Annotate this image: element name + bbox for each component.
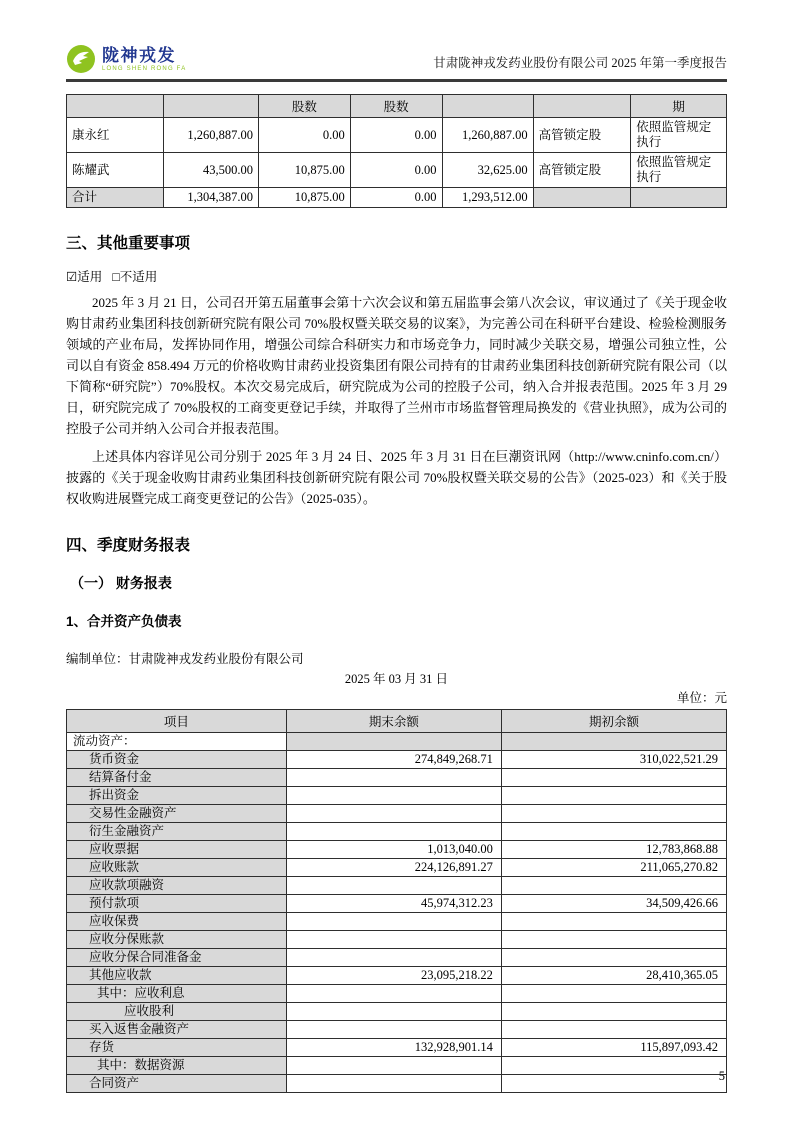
header-cell-beginning-balance: 期初余额 bbox=[501, 710, 726, 733]
ending-balance-cell bbox=[286, 877, 501, 895]
shares-cell: 1,260,887.00 bbox=[164, 118, 259, 153]
ending-balance-cell: 1,013,040.00 bbox=[286, 841, 501, 859]
line-item-cell: 其中：应收利息 bbox=[67, 985, 287, 1003]
line-item-cell: 其中：数据资源 bbox=[67, 1057, 287, 1075]
table-row bbox=[67, 751, 727, 769]
ending-balance-cell bbox=[286, 787, 501, 805]
table-row bbox=[67, 967, 727, 985]
lockup-shares-table bbox=[66, 94, 727, 208]
ending-balance-cell bbox=[286, 985, 501, 1003]
beginning-balance-cell bbox=[501, 787, 726, 805]
ending-balance-cell bbox=[286, 1057, 501, 1075]
beginning-balance-cell bbox=[501, 913, 726, 931]
table-row bbox=[67, 787, 727, 805]
header-cell: 期 bbox=[631, 95, 727, 118]
ending-balance-cell bbox=[286, 949, 501, 967]
brand-name-cn: 陇神戎发 bbox=[102, 45, 176, 65]
line-item-cell: 应收保费 bbox=[67, 913, 287, 931]
line-item-cell: 应收款项融资 bbox=[67, 877, 287, 895]
beginning-balance-cell bbox=[501, 1075, 726, 1093]
beginning-balance-cell bbox=[501, 877, 726, 895]
ending-balance-cell bbox=[286, 823, 501, 841]
table-row bbox=[67, 1057, 727, 1075]
line-item-cell: 流动资产： bbox=[67, 733, 287, 751]
shareholder-name-cell: 合计 bbox=[67, 188, 164, 208]
line-item-cell: 应收股利 bbox=[67, 1003, 287, 1021]
shares-cell: 0.00 bbox=[259, 118, 351, 153]
shares-cell: 10,875.00 bbox=[259, 153, 351, 188]
beginning-balance-cell bbox=[501, 985, 726, 1003]
company-logo bbox=[66, 44, 186, 74]
table-row bbox=[67, 859, 727, 877]
section-heading-quarterly-financial-statements: 四、季度财务报表 bbox=[66, 537, 191, 554]
shares-cell: 1,260,887.00 bbox=[442, 118, 533, 153]
prepared-by-line: 编制单位：甘肃陇神戎发药业股份有限公司 bbox=[66, 652, 304, 666]
shares-cell: 1,304,387.00 bbox=[164, 188, 259, 208]
beginning-balance-cell: 28,410,365.05 bbox=[501, 967, 726, 985]
table-row bbox=[67, 949, 727, 967]
table-row bbox=[67, 1075, 727, 1093]
line-item-cell: 衍生金融资产 bbox=[67, 823, 287, 841]
beginning-balance-cell bbox=[501, 769, 726, 787]
table-row bbox=[67, 153, 727, 188]
table-row bbox=[67, 188, 727, 208]
header-cell bbox=[164, 95, 259, 118]
table-header-row bbox=[67, 95, 727, 118]
table-row bbox=[67, 1003, 727, 1021]
lockup-reason-cell bbox=[631, 188, 727, 208]
subsection-heading-financial-statements: （一） 财务报表 bbox=[70, 575, 172, 591]
ending-balance-cell bbox=[286, 1003, 501, 1021]
line-item-cell: 拆出资金 bbox=[67, 787, 287, 805]
subsection-heading-consolidated-balance-sheet: 1、合并资产负债表 bbox=[66, 614, 182, 629]
balance-sheet-table bbox=[66, 709, 727, 1093]
header-cell-ending-balance: 期末余额 bbox=[286, 710, 501, 733]
beginning-balance-cell bbox=[501, 823, 726, 841]
beginning-balance-cell: 211,065,270.82 bbox=[501, 859, 726, 877]
ending-balance-cell: 23,095,218.22 bbox=[286, 967, 501, 985]
shares-cell: 10,875.00 bbox=[259, 188, 351, 208]
header-cell bbox=[533, 95, 631, 118]
table-row bbox=[67, 733, 727, 751]
ending-balance-cell bbox=[286, 1075, 501, 1093]
ending-balance-cell: 132,928,901.14 bbox=[286, 1039, 501, 1057]
page-number: 5 bbox=[718, 1069, 725, 1083]
header-cell: 股数 bbox=[259, 95, 351, 118]
shareholder-name-cell: 陈耀武 bbox=[67, 153, 164, 188]
lockup-reason-cell: 依照监管规定执行 bbox=[631, 153, 727, 188]
line-item-cell: 应收账款 bbox=[67, 859, 287, 877]
shareholder-name-cell: 康永红 bbox=[67, 118, 164, 153]
beginning-balance-cell bbox=[501, 1057, 726, 1075]
paragraph: 2025 年 3 月 21 日，公司召开第五届董事会第十六次会议和第五届监事会第八次会议，审议通过了《关于现金收购甘肃药业集团科技创新研究院有限公司 70%股权暨关联交易的议案》，为完善公司在科研平台建设、检验检测服务领域的产业布局，发挥协同作用，增强公司综合科研实力和市场竞争力，同时减少关联交易，增强公司独立性，公司以自有资金 858.494 万元的价格收购甘肃药业投资集团有限公司持有的甘肃药业集团科技创新研究院有限公司（以下简称“研究院”）70%股权。本次交易完成后，研究院成为公司的控股子公司，纳入合并报表范围。2025 年 3 月 29 日，研究院完成了 70%股权的工商变更登记手续，并取得了兰州市市场监督管理局换发的《营业执照》，成为公司的控股子公司并纳入公司合并报表范围。 bbox=[66, 295, 727, 436]
table-row bbox=[67, 985, 727, 1003]
header-cell bbox=[67, 95, 164, 118]
not-applicable-checkbox: □不适用 bbox=[112, 270, 158, 284]
ending-balance-cell bbox=[286, 769, 501, 787]
table-row bbox=[67, 877, 727, 895]
shares-cell: 0.00 bbox=[350, 188, 442, 208]
beginning-balance-cell: 12,783,868.88 bbox=[501, 841, 726, 859]
beginning-balance-cell bbox=[501, 949, 726, 967]
header-cell: 股数 bbox=[350, 95, 442, 118]
beginning-balance-cell bbox=[501, 931, 726, 949]
paragraph: 上述具体内容详见公司分别于 2025 年 3 月 24 日、2025 年 3 月 31 日在巨潮资讯网（http://www.cninfo.com.cn/）披露的《关于现金收购甘肃药业集团科技创新研究院有限公司 70%股权暨关联交易的公告》（2025-023）和《关于股权收购进展暨完成工商变更登记的公告》（2025-035）。 bbox=[66, 449, 727, 506]
table-row bbox=[67, 769, 727, 787]
beginning-balance-cell bbox=[501, 1003, 726, 1021]
ending-balance-cell: 45,974,312.23 bbox=[286, 895, 501, 913]
beginning-balance-cell: 34,509,426.66 bbox=[501, 895, 726, 913]
line-item-cell: 应收分保合同准备金 bbox=[67, 949, 287, 967]
shares-cell: 0.00 bbox=[350, 118, 442, 153]
table-header-row bbox=[67, 710, 727, 733]
page-header bbox=[66, 44, 727, 82]
line-item-cell: 预付款项 bbox=[67, 895, 287, 913]
ending-balance-cell bbox=[286, 931, 501, 949]
line-item-cell: 应收票据 bbox=[67, 841, 287, 859]
logo-icon bbox=[66, 44, 96, 74]
unit-label: 单位：元 bbox=[676, 691, 727, 705]
beginning-balance-cell bbox=[501, 1021, 726, 1039]
table-row bbox=[67, 805, 727, 823]
line-item-cell: 其他应收款 bbox=[67, 967, 287, 985]
beginning-balance-cell: 115,897,093.42 bbox=[501, 1039, 726, 1057]
ending-balance-cell bbox=[286, 1021, 501, 1039]
shares-cell: 32,625.00 bbox=[442, 153, 533, 188]
brand-text bbox=[102, 47, 186, 72]
line-item-cell: 合同资产 bbox=[67, 1075, 287, 1093]
ending-balance-cell bbox=[286, 805, 501, 823]
lockup-reason-cell: 依照监管规定执行 bbox=[631, 118, 727, 153]
applicable-checkbox: ☑适用 bbox=[66, 270, 103, 284]
line-item-cell: 结算备付金 bbox=[67, 769, 287, 787]
brand-name-en: LONG SHEN RONG FA bbox=[102, 65, 187, 72]
line-item-cell: 买入返售金融资产 bbox=[67, 1021, 287, 1039]
table-row bbox=[67, 1039, 727, 1057]
shares-cell: 0.00 bbox=[350, 153, 442, 188]
statement-date: 2025 年 03 月 31 日 bbox=[344, 672, 449, 686]
ending-balance-cell bbox=[286, 913, 501, 931]
ending-balance-cell bbox=[286, 733, 501, 751]
report-title: 甘肃陇神戎发药业股份有限公司 2025 年第一季度报告 bbox=[433, 56, 727, 70]
beginning-balance-cell: 310,022,521.29 bbox=[501, 751, 726, 769]
line-item-cell: 货币资金 bbox=[67, 751, 287, 769]
beginning-balance-cell bbox=[501, 805, 726, 823]
lockup-type-cell: 高管锁定股 bbox=[533, 153, 631, 188]
lockup-type-cell bbox=[533, 188, 631, 208]
header-cell bbox=[442, 95, 533, 118]
table-row bbox=[67, 931, 727, 949]
table-row bbox=[67, 823, 727, 841]
table-row bbox=[67, 1021, 727, 1039]
ending-balance-cell: 274,849,268.71 bbox=[286, 751, 501, 769]
line-item-cell: 存货 bbox=[67, 1039, 287, 1057]
ending-balance-cell: 224,126,891.27 bbox=[286, 859, 501, 877]
header-cell-item: 项目 bbox=[67, 710, 287, 733]
lockup-type-cell: 高管锁定股 bbox=[533, 118, 631, 153]
shares-cell: 1,293,512.00 bbox=[442, 188, 533, 208]
line-item-cell: 应收分保账款 bbox=[67, 931, 287, 949]
shares-cell: 43,500.00 bbox=[164, 153, 259, 188]
line-item-cell: 交易性金融资产 bbox=[67, 805, 287, 823]
table-row bbox=[67, 841, 727, 859]
applicability-note bbox=[66, 267, 727, 285]
table-row bbox=[67, 895, 727, 913]
table-row bbox=[67, 118, 727, 153]
table-row bbox=[67, 913, 727, 931]
beginning-balance-cell bbox=[501, 733, 726, 751]
section-heading-other-important-matters: 三、其他重要事项 bbox=[66, 235, 191, 252]
